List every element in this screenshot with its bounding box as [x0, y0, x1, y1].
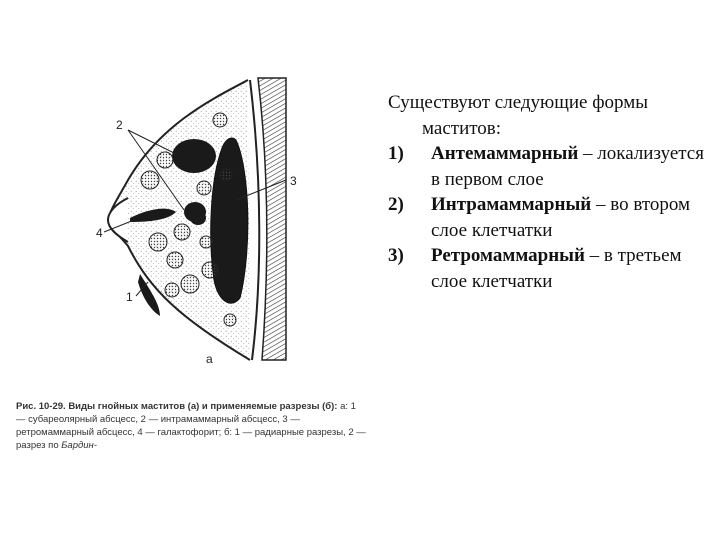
- nipple: [108, 198, 128, 242]
- intro-text: Существуют следующие формы маститов:: [388, 92, 649, 139]
- item-number: 1): [388, 143, 404, 164]
- caption-italic: Бардин-: [61, 440, 97, 451]
- item-name: Ретромаммарный: [431, 245, 585, 266]
- figure-label-1: 1: [126, 290, 133, 304]
- list-item: [388, 141, 713, 192]
- figure-label-3: 3: [290, 174, 297, 188]
- figure-sublabel-a: а: [206, 352, 213, 366]
- intramammary-abscess: [172, 139, 216, 173]
- item-number: 2): [388, 194, 404, 215]
- figure-label-2: 2: [116, 118, 123, 132]
- item-name: Антемаммарный: [431, 143, 579, 164]
- item-description: – во втором слое клетчатки: [431, 194, 691, 241]
- fascia-line: [250, 80, 259, 360]
- mastitis-forms-text: [388, 90, 713, 294]
- item-description: – локализуется в первом слое: [431, 143, 704, 190]
- figure-label-4: 4: [96, 226, 103, 240]
- intramammary-abscess: [190, 211, 206, 225]
- item-description: – в третьем слое клетчатки: [431, 245, 682, 292]
- breast-cross-section-drawing: [0, 60, 380, 390]
- chest-wall-muscle: [258, 78, 286, 360]
- item-number: 3): [388, 245, 404, 266]
- figure-caption: [16, 400, 368, 452]
- list-item: [388, 243, 713, 294]
- mastitis-forms-list: [388, 141, 713, 294]
- item-name: Интрамаммарный: [431, 194, 592, 215]
- caption-lead: Рис. 10-29. Виды гнойных маститов (а) и применяемые разрезы (б):: [16, 401, 338, 412]
- caption-body: а: 1 — субареолярный абсцесс, 2 — интрамаммарный абсцесс, 3 — ретромаммарный абсцесс, 4 — галактофорит; б: 1 — радиарные разрезы, 2 — разрез по: [16, 401, 366, 451]
- list-item: [388, 192, 713, 243]
